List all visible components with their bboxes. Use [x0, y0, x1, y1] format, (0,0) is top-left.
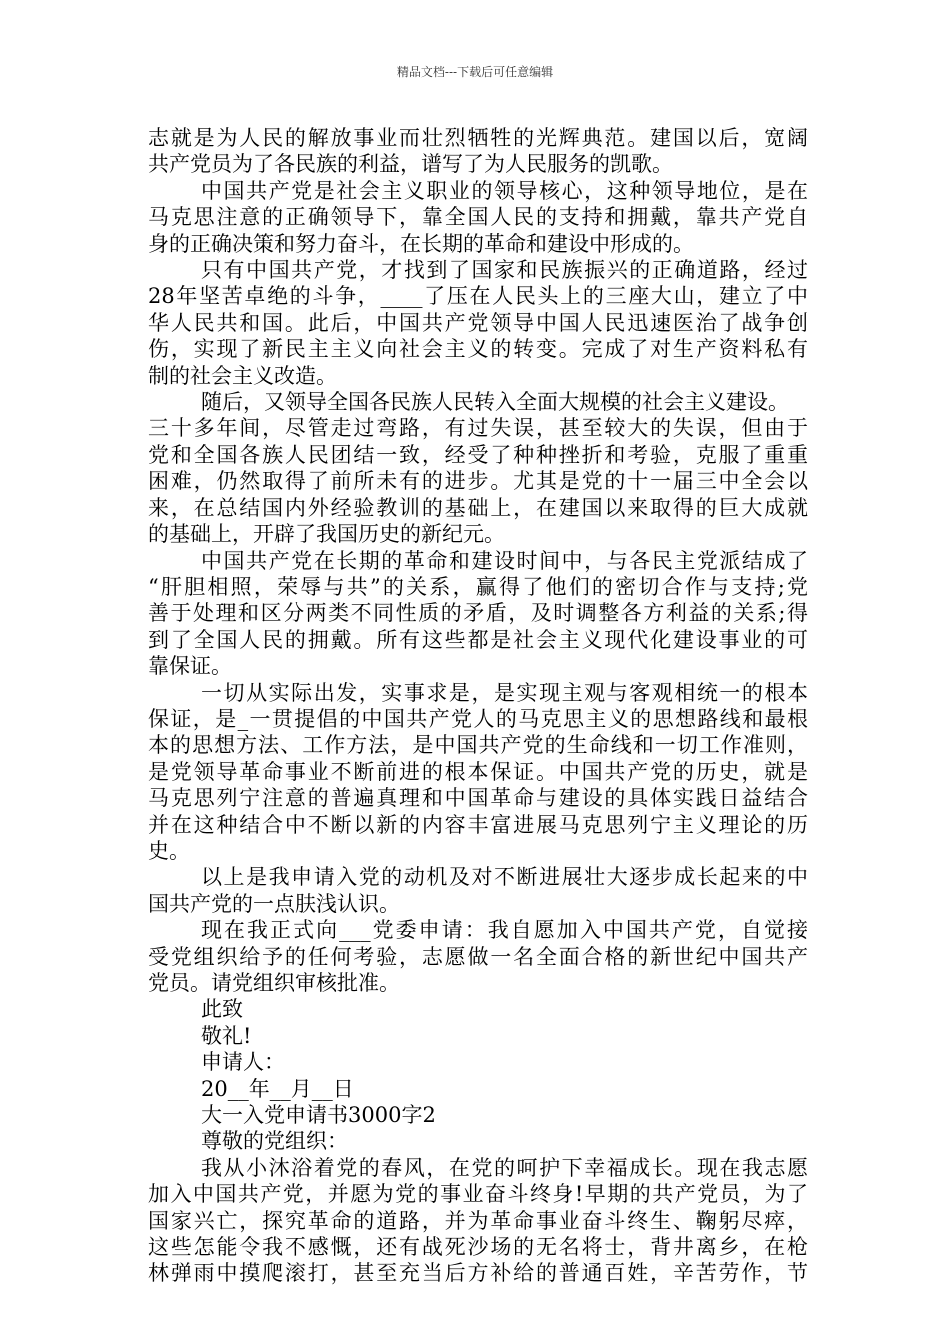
text-line: 身的正确决策和努力奋斗，在长期的革命和建设中形成的。	[148, 231, 694, 256]
paragraph	[148, 125, 808, 178]
paragraph	[148, 680, 808, 865]
text-line: 此致	[201, 997, 243, 1022]
text-line: 中国共产党在长期的革命和建设时间中，与各民主党派结成了	[201, 548, 808, 573]
text-line: 一切从实际出发，实事求是，是实现主观与客观相统一的根本	[201, 680, 808, 705]
text-line: “肝胆相照，荣辱与共”的关系，赢得了他们的密切合作与支持;党	[148, 574, 808, 599]
text-line: 本的思想方法、工作方法，是中国共产党的生命线和一切工作准则，	[148, 733, 808, 758]
paragraph	[148, 996, 808, 1022]
document-body	[148, 125, 808, 1287]
text-line: 尊敬的党组织：	[201, 1129, 348, 1154]
paragraph	[148, 1155, 808, 1287]
paragraph	[148, 548, 808, 680]
text-line: 志就是为人民的解放事业而壮烈牺牲的光辉典范。建国以后，宽阔	[148, 126, 808, 150]
text-line: 保证，是_一贯提倡的中国共产党人的马克思主义的思想路线和最根	[148, 706, 808, 731]
text-line: 我从小沐浴着党的春风，在党的呵护下幸福成长。现在我志愿	[201, 1155, 808, 1180]
text-line: 困难，仍然取得了前所未有的进步。尤其是党的十一届三中全会以	[148, 469, 808, 494]
text-line: 只有中国共产党，才找到了国家和民族振兴的正确道路，经过	[201, 258, 808, 283]
text-line: 到了全国人民的拥戴。所有这些都是社会主义现代化建设事业的可	[148, 627, 808, 652]
text-line: 马克思列宁注意的普遍真理和中国革命与建设的具体实践日益结合	[148, 786, 808, 811]
text-line: 申请人：	[201, 1050, 285, 1075]
text-line: 史。	[148, 838, 190, 863]
text-line: 敬礼!	[201, 1023, 252, 1048]
page-header: 精品文档---下载后可任意编辑	[396, 65, 554, 79]
text-line: 林弹雨中摸爬滚打，甚至充当后方补给的普通百姓，辛苦劳作，节	[148, 1261, 808, 1286]
text-line: 制的社会主义改造。	[148, 363, 337, 388]
paragraph	[148, 1102, 808, 1128]
text-line: 马克思注意的正确领导下，靠全国人民的支持和拥戴，靠共产党自	[148, 205, 808, 230]
paragraph	[148, 1049, 808, 1075]
text-line: 国共产党的一点肤浅认识。	[148, 891, 400, 916]
text-line: 党员。请党组织审核批准。	[148, 971, 400, 995]
text-line: 大一入党申请书3000字2	[201, 1103, 436, 1128]
text-line: 党和全国各族人民团结一致，经受了种种挫折和考验，克服了重重	[148, 442, 808, 467]
text-line: 三十多年间，尽管走过弯路，有过失误，甚至较大的失误，但由于	[148, 416, 808, 441]
text-line: 以上是我申请入党的动机及对不断进展壮大逐步成长起来的中	[201, 865, 808, 890]
text-line: 来，在总结国内外经验教训的基础上，在建国以来取得的巨大成就	[148, 495, 808, 520]
text-line: 靠保证。	[148, 654, 232, 679]
paragraph	[148, 389, 808, 547]
text-line: 受党组织给予的任何考验，志愿做一名全面合格的新世纪中国共产	[148, 944, 808, 969]
paragraph	[148, 864, 808, 917]
text-line: 28年坚苦卓绝的斗争，____了压在人民头上的三座大山，建立了中	[148, 284, 808, 309]
paragraph	[148, 1023, 808, 1049]
text-line: 并在这种结合中不断以新的内容丰富进展马克思列宁主义理论的历	[148, 812, 808, 837]
text-line: 伤，实现了新民主主义向社会主义的转变。完成了对生产资料私有	[148, 337, 808, 362]
text-line: 中国共产党是社会主义职业的领导核心，这种领导地位，是在	[201, 178, 808, 203]
text-line: 加入中国共产党，并愿为党的事业奋斗终身!早期的共产党员，为了	[148, 1182, 808, 1207]
paragraph	[148, 178, 808, 257]
text-line: 随后，又领导全国各民族人民转入全面大规模的社会主义建设。	[201, 390, 789, 415]
text-line: 现在我正式向___党委申请：我自愿加入中国共产党，自觉接	[201, 918, 808, 943]
paragraph	[148, 257, 808, 389]
text-line: 华人民共和国。此后，中国共产党领导中国人民迅速医治了战争创	[148, 310, 808, 335]
text-line: 是党领导革命事业不断前进的根本保证。中国共产党的历史，就是	[148, 759, 808, 784]
text-line: 国家兴亡，探究革命的道路，并为革命事业奋斗终生、鞠躬尽瘁，	[148, 1208, 808, 1233]
paragraph	[148, 1128, 808, 1154]
text-line: 20__年__月__日	[201, 1076, 354, 1101]
paragraph	[148, 917, 808, 996]
text-line: 这些怎能令我不感慨，还有战死沙场的无名将士，背井离乡，在枪	[148, 1235, 808, 1260]
text-line: 善于处理和区分两类不同性质的矛盾，及时调整各方利益的关系;得	[148, 601, 808, 626]
text-line: 的基础上，开辟了我国历史的新纪元。	[148, 522, 505, 547]
paragraph	[148, 1076, 808, 1102]
text-line: 共产党员为了各民族的利益，谱写了为人民服务的凯歌。	[148, 152, 673, 177]
